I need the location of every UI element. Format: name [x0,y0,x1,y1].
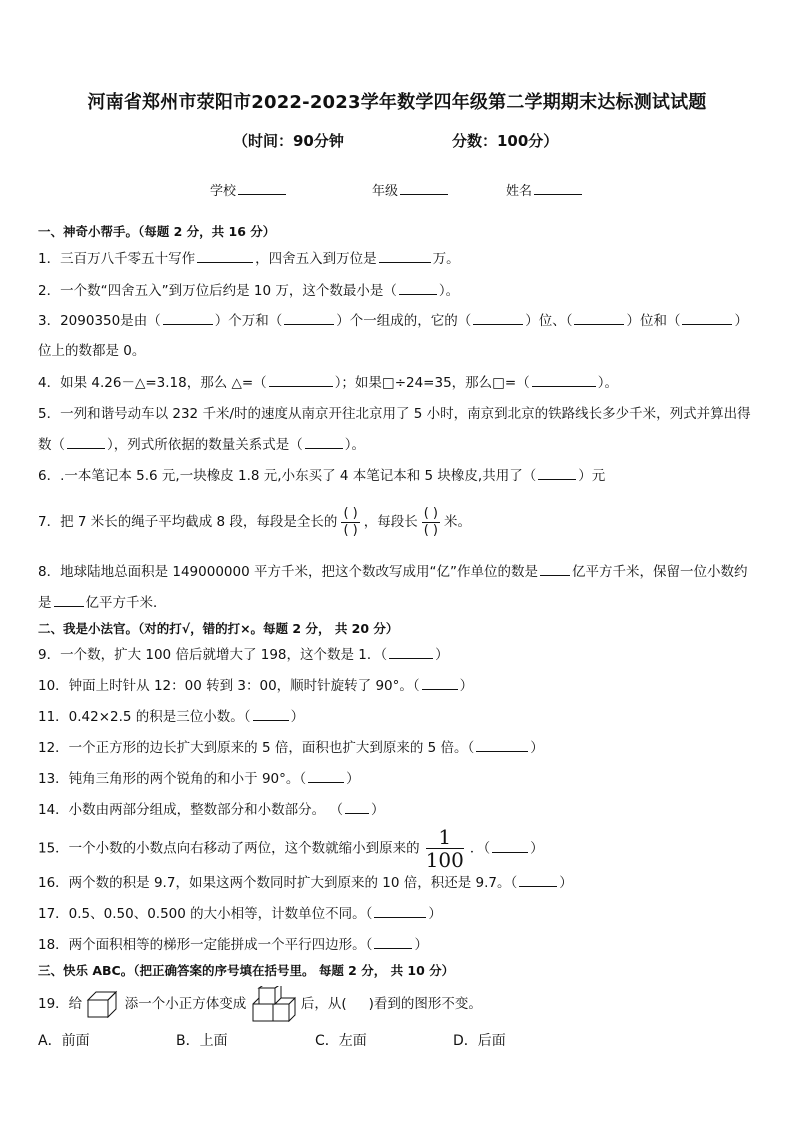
question-9-close: ） [435,647,449,663]
question-3-text-f: ） [734,313,748,329]
score-label: 分数：100分） [452,132,559,150]
question-1-blank-2[interactable] [379,261,431,263]
question-12-blank[interactable] [476,750,528,752]
option-d[interactable]: D．后面 [453,1033,506,1049]
question-6 [38,467,758,485]
question-18 [38,936,758,954]
question-10-close: ） [459,678,474,694]
question-11-close: ） [290,709,305,725]
question-7-fraction-2[interactable] [422,506,440,539]
fraction-denominator: ( ) [423,522,438,538]
question-17-blank[interactable] [374,916,426,918]
question-13 [38,770,758,788]
grade-field [372,180,450,199]
question-16 [38,874,758,892]
question-8-text-b: 亿平方千米，保留一位小数约 [571,564,748,580]
question-9 [38,646,758,664]
question-3 [38,312,758,330]
question-3-text-d: ）位、（ [525,313,573,329]
question-8-cont [38,594,758,612]
question-17-text: 17．0.5、0.50、0.500 的大小相等，计数单位不同。（ [38,906,373,922]
question-15-text-b: ．（ [469,840,491,857]
question-4 [38,374,758,392]
question-10-blank[interactable] [422,688,458,690]
question-15-text-a: 15．一个小数的小数点向右移动了两位，这个数就缩小到原来的 [38,840,420,857]
question-3-cont: 位上的数都是 0。 [38,343,146,359]
question-5: 5．一列和谐号动车以 232 千米/时的速度从南京开往北京用了 5 小时，南京到北京的铁路线长多少千米，列式并算出得 [38,406,751,422]
question-7-text-b: ，每段长 [363,514,418,530]
question-14-close: ） [370,802,385,818]
section-2-heading: 二、我是小法官。（对的打√，错的打×。每题 2 分， 共 20 分） [38,621,399,636]
question-3-text-b: ）个万和（ [214,313,283,329]
question-5-text-c: ），列式所依据的数量关系式是（ [107,437,303,453]
fraction-numerator: ( ) [423,505,438,521]
question-8-text-d: 亿平方千米． [85,595,167,611]
question-8-text-c: 是 [38,595,52,611]
question-14-text: 14．小数由两部分组成，整数部分和小数部分。 （ [38,802,343,818]
question-9-blank[interactable] [389,657,433,659]
question-18-close: ） [414,937,428,953]
question-10-text: 10．钟面上时针从 12：00 转到 3：00，顺时针旋转了 90°。（ [38,678,420,694]
question-17-close: ） [428,906,442,922]
question-5-text-b: 数（ [38,437,65,453]
name-field [506,180,584,199]
question-14 [38,801,758,819]
question-6-text-a: 6．.一本笔记本 5.6 元,一块橡皮 1.8 元,小东买了 4 本笔记本和 5 块橡皮,共用了（ [38,468,537,484]
question-7 [38,504,758,540]
question-3-blank-1[interactable] [163,323,213,325]
question-12 [38,739,758,757]
name-label: 姓名 [506,184,533,199]
question-11-text: 11．0.42×2.5 的积是三位小数。（ [38,709,251,725]
fraction-numerator: ( ) [343,505,358,521]
question-3-blank-3[interactable] [473,323,523,325]
question-3-blank-4[interactable] [574,323,624,325]
question-4-text-a: 4．如果 4.26－△=3.18，那么 △=（ [38,375,267,391]
question-14-blank[interactable] [345,812,369,814]
question-1-text-c: 万。 [432,251,460,267]
question-8-blank-1[interactable] [540,574,570,576]
school-field [210,180,288,199]
question-10 [38,677,758,695]
question-16-close: ） [559,875,573,891]
question-11 [38,708,758,726]
question-2-text-a: 2．一个数“四舍五入”到万位后约是 10 万，这个数最小是（ [38,283,397,299]
question-18-blank[interactable] [374,947,412,949]
fraction-denominator: ( ) [343,522,358,538]
question-17 [38,905,758,923]
question-8 [38,563,758,581]
option-b[interactable]: B．上面 [176,1033,228,1049]
question-18-text: 18．两个面积相等的梯形一定能拼成一个平行四边形。（ [38,937,373,953]
question-19-text-c: 后，从( [300,996,347,1012]
grade-label: 年级 [372,184,399,199]
name-blank[interactable] [534,193,582,195]
question-9-text: 9．一个数，扩大 100 倍后就增大了 198，这个数是 1．（ [38,647,388,663]
fraction-numerator: 1 [426,826,464,849]
question-1-text-b: ，四舍五入到万位是 [255,251,377,267]
question-2-blank[interactable] [399,293,437,295]
question-19 [38,986,758,1022]
question-5-blank-2[interactable] [305,447,343,449]
question-2 [38,282,758,300]
option-c[interactable]: C．左面 [315,1033,367,1049]
single-cube-icon [86,990,120,1018]
question-1-blank-1[interactable] [197,261,253,263]
section-1-heading: 一、神奇小帮手。（每题 2 分，共 16 分） [38,224,276,239]
question-19-text-d: )看到的图形不变。 [368,996,482,1012]
question-12-text: 12．一个正方形的边长扩大到原来的 5 倍，面积也扩大到原来的 5 倍。（ [38,740,475,756]
question-7-fraction-1[interactable] [341,506,359,539]
question-6-text-b: ）元 [578,468,606,484]
question-13-close: ） [346,771,360,787]
question-13-text: 13．钝角三角形的两个锐角的和小于 90°。（ [38,771,307,787]
question-19-text-b: 添一个小正方体变成 [124,996,247,1012]
question-8-text-a: 8．地球陆地总面积是 149000000 平方千米，把这个数改写成用“亿”作单位的数是 [38,564,538,580]
time-label: （时间：90分钟 [233,132,344,150]
question-15-blank[interactable] [492,851,528,853]
question-4-text-c: ）。 [597,375,618,391]
question-12-close: ） [530,740,544,756]
school-label: 学校 [210,184,237,199]
question-4-blank-1[interactable] [269,385,333,387]
question-6-blank[interactable] [538,478,576,480]
question-3-blank-5[interactable] [682,323,732,325]
question-3-text-c: ）个一组成的，它的（ [336,313,472,329]
question-7-text-c: 米。 [444,514,471,530]
question-13-blank[interactable] [308,781,344,783]
fraction-denominator: 100 [425,848,464,872]
question-5-blank-1[interactable] [67,447,105,449]
question-4-text-b: ）；如果□÷24=35，那么□=（ [334,375,530,391]
question-16-blank[interactable] [519,885,557,887]
question-4-blank-2[interactable] [532,385,596,387]
question-7-text-a: 7．把 7 米长的绳子平均截成 8 段，每段是全长的 [38,514,338,530]
question-15-fraction [426,826,464,871]
question-1-text-a: 1．三百万八千零五十写作 [38,251,196,267]
option-a[interactable]: A．前面 [38,1033,90,1049]
question-19-text-a: 19．给 [38,996,83,1012]
question-3-blank-2[interactable] [284,323,334,325]
question-11-blank[interactable] [253,719,289,721]
question-1 [38,250,758,268]
question-8-blank-2[interactable] [54,605,84,607]
question-5-cont [38,436,758,454]
two-cubes-icon [251,986,297,1022]
grade-blank[interactable] [400,193,448,195]
question-3-text-a: 3．2090350是由（ [38,313,161,329]
page-title: 河南省郑州市荥阳市2022-2023学年数学四年级第二学期期末达标测试试题 [87,92,707,113]
question-3-text-e: ）位和（ [626,313,681,329]
question-2-text-b: ）。 [438,283,460,299]
section-3-heading: 三、快乐 ABC。（把正确答案的序号填在括号里。 每题 2 分， 共 10 分） [38,963,455,978]
question-5-text-d: ）。 [344,437,365,453]
question-15-close: ） [530,840,544,857]
school-blank[interactable] [238,193,286,195]
question-16-text: 16．两个数的积是 9.7，如果这两个数同时扩大到原来的 10 倍，积还是 9.7。（ [38,875,518,891]
question-15 [38,826,758,871]
